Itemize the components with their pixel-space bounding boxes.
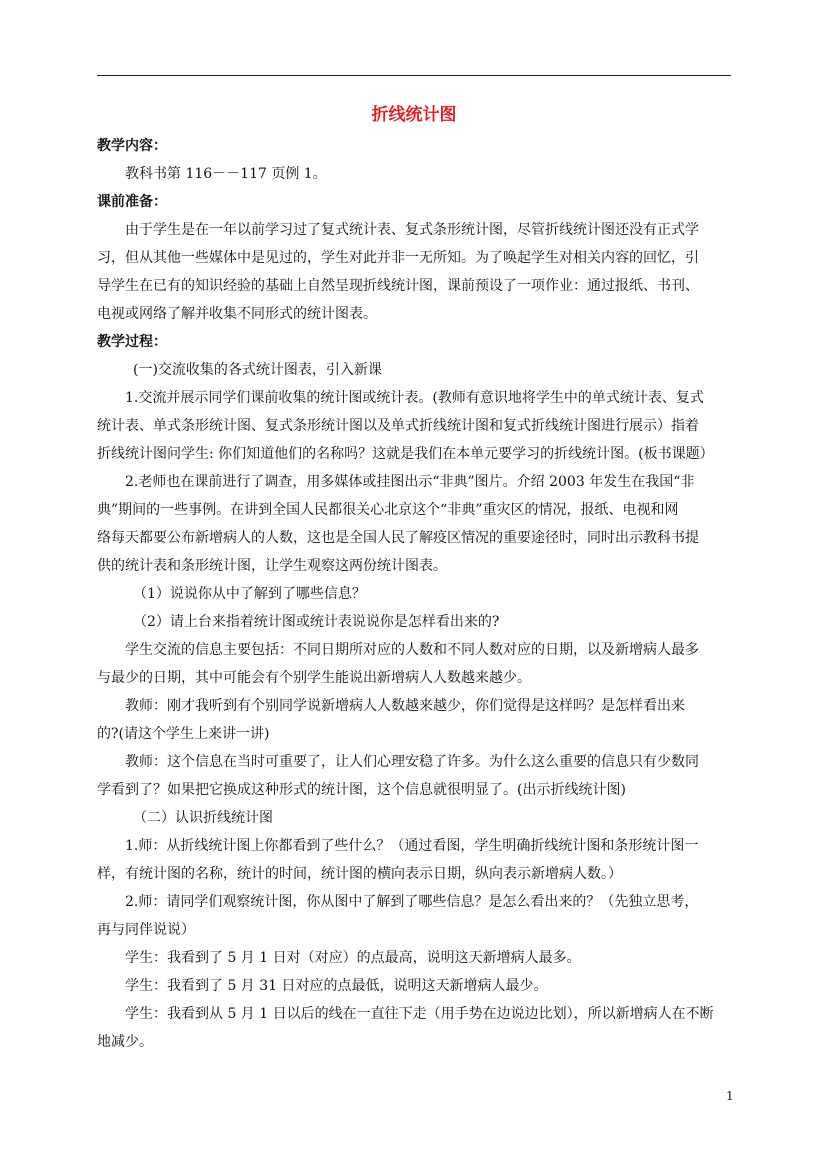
- text-line: 导学生在已有的知识经验的基础上自然呈现折线统计图，课前预设了一项作业：通过报纸、书刊、: [97, 278, 699, 294]
- text-line: 统计表、单式条形统计图、复式条形统计图以及单式折线统计图和复式折线统计图进行展示）指着: [97, 418, 699, 434]
- document-text: [97, 132, 731, 1056]
- text-line: （二）认识折线统计图: [133, 810, 273, 826]
- text-line: 与最少的日期，其中可能会有个别学生能说出新增病人人数越来越少。: [97, 670, 531, 686]
- text-line: 学生交流的信息主要包括：不同日期所对应的人数和不同人数对应的日期，以及新增病人最多: [125, 642, 699, 658]
- text-line: 学看到了？如果把它换成这种形式的统计图，这个信息就很明显了。(出示折线统计图): [97, 782, 626, 798]
- text-line: 教科书第 116－－117 页例 1。: [125, 166, 327, 182]
- text-line: (一)交流收集的各式统计图表，引入新课: [133, 362, 382, 378]
- text-line: 样，有统计图的名称，统计的时间，统计图的横向表示日期，纵向表示新增病人数。）: [97, 866, 622, 882]
- text-line: 地减少。: [97, 1034, 153, 1050]
- text-line: 电视或网络了解并收集不同形式的统计图表。: [97, 306, 377, 322]
- document-body: [97, 100, 731, 1056]
- text-line: 学生：我看到从 5 月 1 日以后的线在一直往下走（用手势在边说边比划），所以新增病人在不断: [125, 1006, 714, 1022]
- text-line: 折线统计图问学生: 你们知道他们的名称吗？这就是我们在本单元要学习的折线统计图。(板书课题）: [97, 446, 714, 462]
- text-line: 供的统计表和条形统计图，让学生观察这两份统计图表。: [97, 558, 447, 574]
- text-line: 学生：我看到了 5 月 1 日对（对应）的点最高，说明这天新增病人最多。: [125, 950, 581, 966]
- text-line: 教师：刚才我听到有个别同学说新增病人人数越来越少，你们觉得是这样吗？是怎样看出来: [125, 698, 685, 714]
- text-line: 教师：这个信息在当时可重要了，让人们心理安稳了许多。为什么这么重要的信息只有少数同: [125, 754, 699, 770]
- text-line: 1.交流并展示同学们课前收集的统计图或统计表。(教师有意识地将学生中的单式统计表、复式: [125, 390, 704, 406]
- text-line: 2.老师也在课前进行了调查，用多媒体或挂图出示“非典”图片。介绍 2003 年发生在我国“非: [125, 474, 695, 490]
- section-heading-preparation: 课前准备：: [97, 194, 167, 210]
- text-line: 典”期间的一些事例。在讲到全国人民都很关心北京这个“非典”重灾区的情况，报纸、电视和网: [97, 502, 679, 518]
- text-line: 1.师：从折线统计图上你都看到了些什么？（通过看图，学生明确折线统计图和条形统计图一: [125, 838, 699, 854]
- section-heading-content: 教学内容：: [97, 138, 167, 154]
- text-line: 2.师：请同学们观察统计图，你从图中了解到了哪些信息？是怎么看出来的？（先独立思考，: [125, 894, 699, 910]
- document-title: 折线统计图: [371, 105, 457, 125]
- text-line: 再与同伴说说）: [97, 922, 195, 938]
- text-line: （1）说说你从中了解到了哪些信息？: [133, 586, 366, 602]
- text-line: 学生：我看到了 5 月 31 日对应的点最低，说明这天新增病人最少。: [125, 978, 548, 994]
- text-line: 由于学生是在一年以前学习过了复式统计表、复式条形统计图，尽管折线统计图还没有正式学: [125, 222, 699, 238]
- text-line: （2）请上台来指着统计图或统计表说说你是怎样看出来的?: [133, 614, 500, 630]
- text-line: 络每天都要公布新增病人的人数，这也是全国人民了解疫区情况的重要途径时，同时出示教科书提: [97, 530, 699, 546]
- text-line: 习，但从其他一些媒体中是见过的，学生对此并非一无所知。为了唤起学生对相关内容的回忆，引: [97, 250, 699, 266]
- text-line: 的?(请这个学生上来讲一讲): [97, 726, 270, 742]
- section-heading-process: 教学过程：: [97, 334, 167, 350]
- page-number: 1: [726, 1089, 734, 1103]
- header-rule: [97, 75, 731, 76]
